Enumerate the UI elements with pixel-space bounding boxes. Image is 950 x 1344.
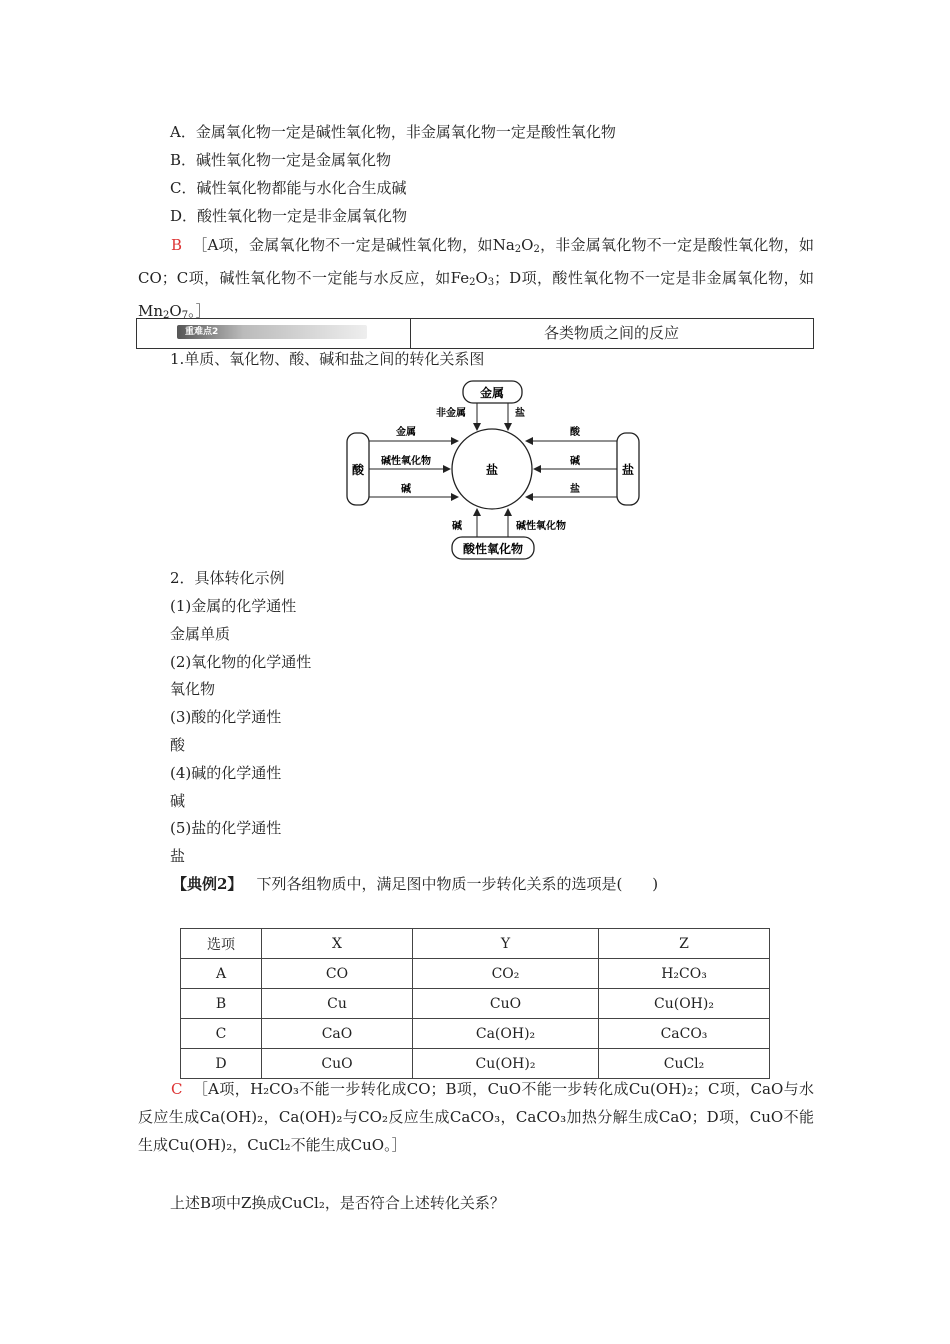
item-oxide: 氧化物 (170, 680, 216, 698)
section-title: 各类物质之间的反应 (543, 324, 679, 342)
item-acid-heading: (3)酸的化学通性 (170, 708, 282, 726)
label-basic-oxide-bottom: 碱性氧化物 (516, 521, 566, 532)
label-nonmetal: 非金属 (436, 408, 466, 419)
table-row (181, 989, 770, 1019)
table-cell: B (181, 989, 262, 1019)
acidic-oxide-label: 酸性氧化物 (462, 542, 524, 556)
option-d: D．酸性氧化物一定是非金属氧化物 (170, 207, 408, 225)
label-left-basic-oxide: 碱性氧化物 (381, 456, 431, 467)
item-acid: 酸 (170, 736, 186, 754)
conversion-diagram (0, 0, 950, 570)
item-base-heading: (4)碱的化学通性 (170, 764, 282, 782)
section-tag: 重难点2 (177, 325, 367, 339)
table-row (181, 959, 770, 989)
table-cell: Cu (262, 989, 413, 1019)
item-metal: 金属单质 (170, 625, 231, 643)
table-header: Y (413, 929, 599, 959)
table-cell: CO₂ (413, 959, 599, 989)
heading-diagram: 1.单质、氧化物、酸、碱和盐之间的转化关系图 (170, 350, 485, 368)
table-cell: CuO (262, 1049, 413, 1079)
example-label: 【典例2】 (172, 875, 243, 893)
answer-letter: C (171, 1080, 183, 1098)
table-header-row (181, 929, 770, 959)
heading-examples: 2．具体转化示例 (170, 569, 285, 587)
table-header: X (262, 929, 413, 959)
item-base: 碱 (170, 792, 186, 810)
options-table (180, 928, 770, 1079)
item-metal-heading: (1)金属的化学通性 (170, 597, 297, 615)
table-cell: Ca(OH)₂ (413, 1019, 599, 1049)
option-c: C．碱性氧化物都能与水化合生成碱 (170, 179, 407, 197)
table-cell: CO (262, 959, 413, 989)
label-left-base: 碱 (401, 484, 411, 495)
table-header: Z (599, 929, 770, 959)
table-cell: Cu(OH)₂ (413, 1049, 599, 1079)
label-left-metal: 金属 (396, 427, 416, 438)
follow-up-question: 上述B项中Z换成CuCl₂，是否符合上述转化关系？ (170, 1194, 505, 1212)
table-cell: CuO (413, 989, 599, 1019)
table-cell: Cu(OH)₂ (599, 989, 770, 1019)
item-salt-heading: (5)盐的化学通性 (170, 819, 282, 837)
option-b: B．碱性氧化物一定是金属氧化物 (170, 151, 392, 169)
metal-label: 金属 (479, 386, 505, 400)
answer-letter: B (171, 236, 183, 254)
label-right-acid: 酸 (570, 427, 580, 438)
table-cell: CaCO₃ (599, 1019, 770, 1049)
salt-box-label: 盐 (621, 463, 635, 477)
acid-label: 酸 (351, 463, 365, 477)
item-salt: 盐 (170, 847, 186, 865)
table-cell: C (181, 1019, 262, 1049)
example-text: 下列各组物质中，满足图中物质一步转化关系的选项是( ) (256, 875, 659, 893)
table-cell: CaO (262, 1019, 413, 1049)
label-right-salt: 盐 (570, 484, 580, 495)
label-right-base: 碱 (570, 456, 580, 467)
table-cell: D (181, 1049, 262, 1079)
table-row (181, 1019, 770, 1049)
table-cell: CuCl₂ (599, 1049, 770, 1079)
label-base-bottom: 碱 (452, 521, 462, 532)
salt-center-label: 盐 (485, 463, 499, 477)
table-header: 选项 (181, 929, 262, 959)
item-oxide-heading: (2)氧化物的化学通性 (170, 653, 312, 671)
answer-explanation-2: C ［A项，H₂CO₃不能一步转化成CO；B项，CuO不能一步转化成Cu(OH)₂；C项，CaO与水反应生成Ca(OH)₂，Ca(OH)₂与CO₂反应生成CaCO₃，CaCO₃加热分解生成CaO；D项，CuO不能生成Cu(OH)₂，CuCl₂不能生成CuO。］ (138, 1080, 814, 1154)
answer-explanation-1: B ［A项，金属氧化物不一定是碱性氧化物，如$Na_2O_2$，非金属氧化物不一定是酸性氧化物，如CO；C项，碱性氧化物不一定能与水反应，如$Fe_2O_3$；D项，酸性氧化物不一定是非金属氧化物，如$Mn_2O_7$。］ (138, 236, 814, 321)
table-cell: A (181, 959, 262, 989)
label-salt-top: 盐 (515, 408, 525, 419)
table-row (181, 1049, 770, 1079)
option-a: A．金属氧化物一定是碱性氧化物，非金属氧化物一定是酸性氧化物 (170, 123, 616, 141)
table-cell: H₂CO₃ (599, 959, 770, 989)
example-question (172, 873, 658, 895)
